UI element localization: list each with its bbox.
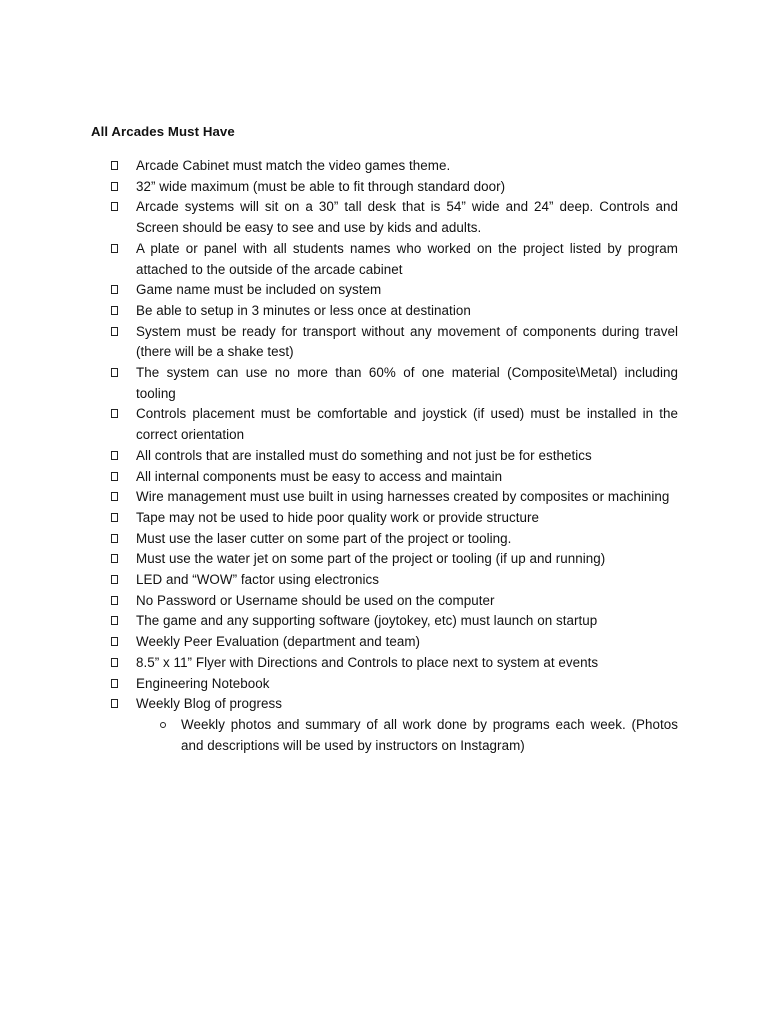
checklist-item-text: The system can use no more than 60% of one material (Composite\Metal) including tooling [136,365,678,401]
checklist-item [111,197,678,238]
checkbox-icon [111,658,118,667]
checklist-item-text: Be able to setup in 3 minutes or less once at destination [136,302,471,318]
checklist-item-text: A plate or panel with all students names who worked on the project listed by program attached to the outside of the arcade cabinet [136,240,678,277]
checkbox-icon [111,285,118,294]
checklist-item-text: Arcade systems will sit on a 30” tall desk that is 54” wide and 24” deep. Controls and Screen should be easy to see and use by kids and adults. [136,199,678,236]
checklist-item-text: LED and “WOW” factor using electronics [136,572,380,588]
checklist-item-text: System must be ready for transport without any movement of components during travel (there will be a shake test) [136,323,678,360]
requirements-checklist [111,156,678,756]
checklist-item [111,177,678,198]
circle-bullet-icon [160,722,166,728]
checklist-item-text: Game name must be included on system [136,282,382,298]
checklist-item [111,156,678,177]
checklist-item-text: Engineering Notebook [136,675,270,691]
checkbox-icon [111,637,118,646]
checklist-item-text: Weekly Blog of progress [136,696,283,712]
checklist-item-text: 8.5” x 11” Flyer with Directions and Controls to place next to system at events [136,654,599,670]
checkbox-icon [111,161,118,170]
checklist-item [111,674,678,695]
checklist-item-text: Weekly Peer Evaluation (department and team) [136,634,421,650]
checklist-item-text: All internal components must be easy to access and maintain [136,468,503,484]
checklist-item-text: No Password or Username should be used on the computer [136,592,495,608]
checklist-item [111,591,678,612]
document-heading: All Arcades Must Have [91,124,235,139]
checkbox-icon [111,679,118,688]
checklist-item [111,611,678,632]
checklist-item [111,508,678,529]
checklist-item [111,694,678,756]
sub-list-item [136,715,678,756]
checkbox-icon [111,472,118,481]
sub-checklist [136,715,678,756]
checklist-item-text: Arcade Cabinet must match the video games theme. [136,158,451,173]
sub-list-item-text: Weekly photos and summary of all work done by programs each week. (Photos and descriptions will be used by instructors on Instagram) [181,716,678,753]
checkbox-icon [111,368,118,377]
checklist-item-text: Must use the laser cutter on some part of the project or tooling. [136,530,512,546]
checklist-item-text: Must use the water jet on some part of the project or tooling (if up and running) [136,551,606,567]
checkbox-icon [111,244,118,253]
checklist-item [111,239,678,280]
checklist-item [111,322,678,363]
checkbox-icon [111,699,118,708]
checkbox-icon [111,202,118,211]
checklist-item [111,301,678,322]
checkbox-icon [111,451,118,460]
checklist-item-text: All controls that are installed must do something and not just be for esthetics [136,447,592,463]
checklist-item [111,363,678,404]
checklist-item [111,549,678,570]
checklist-item-text: Tape may not be used to hide poor quality work or provide structure [136,509,540,525]
checklist-item [111,632,678,653]
checklist-item-text: Wire management must use built in using harnesses created by composites or machining [136,489,670,505]
checkbox-icon [111,616,118,625]
checkbox-icon [111,492,118,501]
checklist-item [111,570,678,591]
checkbox-icon [111,596,118,605]
checklist-item [111,404,678,445]
checklist-item [111,487,678,508]
checklist-item [111,280,678,301]
checklist-item [111,467,678,488]
checklist-item-text: 32” wide maximum (must be able to fit through standard door) [136,178,506,194]
checkbox-icon [111,182,118,191]
checklist-item [111,529,678,550]
checkbox-icon [111,534,118,543]
checkbox-icon [111,575,118,584]
checklist-item-text: Controls placement must be comfortable and joystick (if used) must be installed in the correct orientation [136,406,678,443]
checklist-item [111,446,678,467]
checkbox-icon [111,327,118,336]
checklist-item-text: The game and any supporting software (joytokey, etc) must launch on startup [136,613,598,629]
checkbox-icon [111,409,118,418]
checkbox-icon [111,306,118,315]
checklist-item [111,653,678,674]
checkbox-icon [111,554,118,563]
checkbox-icon [111,513,118,522]
